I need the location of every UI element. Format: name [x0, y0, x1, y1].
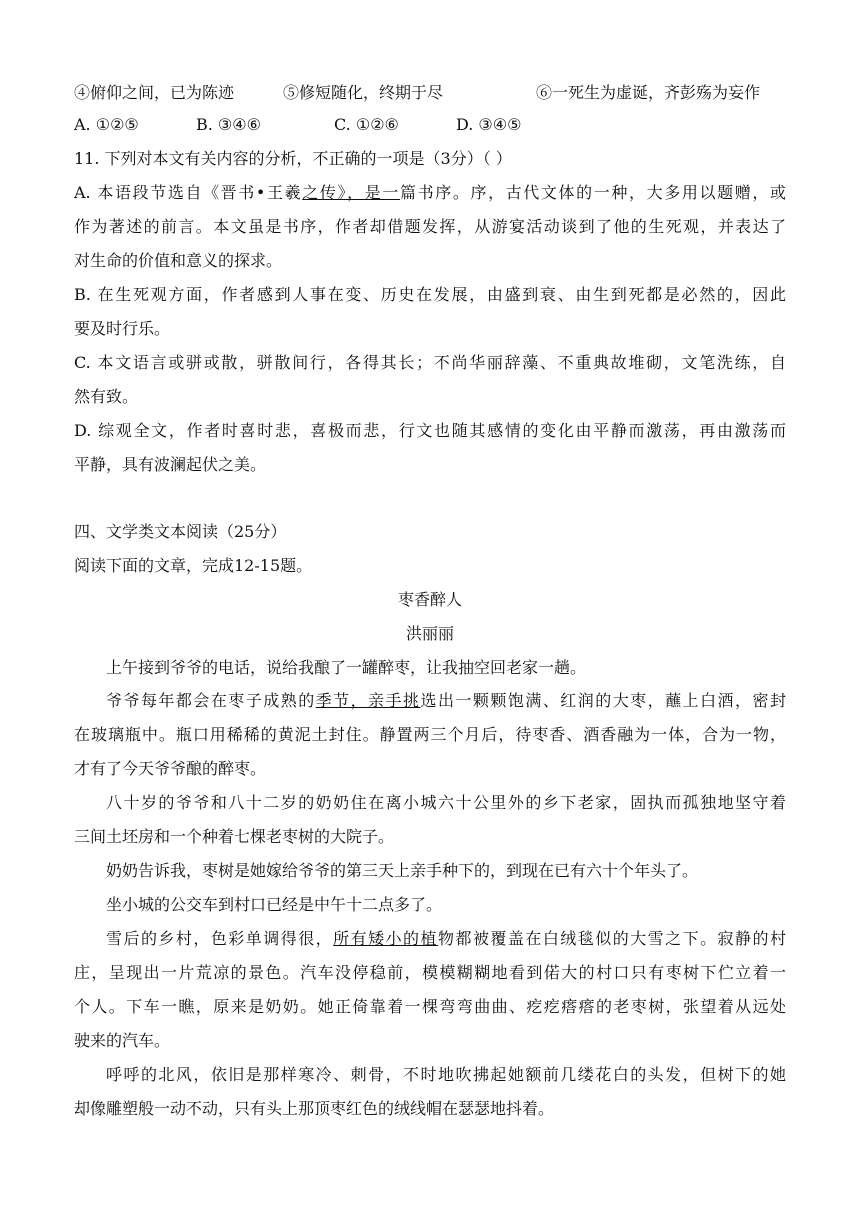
- q11-option-a-line3: 对生命的价值和意义的探求。: [74, 251, 283, 270]
- section-heading: 四、文学类文本阅读（25分）: [74, 522, 287, 541]
- q11-option-c-line2: 然有致。: [74, 387, 139, 406]
- q11-stem: 11. 下列对本文有关内容的分析，不正确的一项是（3分）（ ）: [74, 149, 512, 168]
- story-paragraph-2-line1: 爷爷每年都会在枣子成熟的季节，亲手挑选出一颗颗饱满、红润的大枣，蘸上白酒，密封: [106, 691, 786, 710]
- q11-option-a-line1: A. 本语段节选自《晋书•王羲之传》，是一篇书序。序，古代文体的一种，大多用以题赠，或: [74, 183, 786, 202]
- story-paragraph-2-line2: 在玻璃瓶中。瓶口用稀稀的黄泥土封住。静置两三个月后，待枣香、酒香融为一体，合为一物，: [74, 725, 786, 744]
- story-paragraph-3-line2: 三间土坯房和一个种着七棵老枣树的大院子。: [74, 827, 395, 846]
- story-paragraph-6-line2: 庄，呈现出一片荒凉的景色。汽车没停稳前，模模糊糊地看到偌大的村口只有枣树下伫立着一: [74, 963, 786, 982]
- q11-option-a-line2: 作为著述的前言。本文虽是书序，作者却借题发挥，从游宴活动谈到了他的生死观，并表达了: [74, 217, 786, 236]
- q10-option-5: ⑤修短随化，终期于尽: [283, 83, 444, 102]
- q10-answer-b: B. ③④⑥: [196, 115, 261, 134]
- story-paragraph-6-line1: 雪后的乡村，色彩单调得很，所有矮小的植物都被覆盖在白绒毯似的大雪之下。寂静的村: [106, 929, 786, 948]
- story-title: 枣香醉人: [397, 590, 462, 609]
- q11-option-b-line2: 要及时行乐。: [74, 319, 171, 338]
- q11-option-d-line2: 平静，具有波澜起伏之美。: [74, 455, 267, 474]
- story-paragraph-2-line3: 才有了今天爷爷酿的醉枣。: [74, 759, 267, 778]
- story-paragraph-7-line2: 却像雕塑般一动不动，只有头上那顶枣红色的绒线帽在瑟瑟地抖着。: [74, 1099, 555, 1118]
- story-paragraph-6-line4: 驶来的汽车。: [74, 1031, 171, 1050]
- story-paragraph-7-line1: 呼呼的北风，依旧是那样寒冷、刺骨，不时地吹拂起她额前几缕花白的头发，但树下的她: [106, 1065, 786, 1084]
- q11-option-c-line1: C. 本文语言或骈或散，骈散间行，各得其长；不尚华丽辞藻、不重典故堆砌，文笔洗练，自: [74, 353, 786, 372]
- q10-option-6: ⑥一死生为虚诞，齐彭殇为妄作: [536, 83, 761, 102]
- q11-option-d-line1: D. 综观全文，作者时喜时悲，喜极而悲，行文也随其感情的变化由平静而激荡，再由激荡而: [74, 421, 786, 440]
- q10-answer-c: C. ①②⑥: [334, 115, 399, 134]
- q11-option-b-line1: B. 在生死观方面，作者感到人事在变、历史在发展，由盛到衰、由生到死都是必然的，因此: [74, 285, 786, 304]
- story-paragraph-3-line1: 八十岁的爷爷和八十二岁的奶奶住在离小城六十公里外的乡下老家，固执而孤独地坚守着: [106, 793, 786, 812]
- story-paragraph-5: 坐小城的公交车到村口已经是中午十二点多了。: [106, 895, 443, 914]
- q10-option-4: ④俯仰之间，已为陈迹: [74, 83, 235, 102]
- q10-answer-a: A. ①②⑤: [74, 115, 139, 134]
- story-author: 洪丽丽: [405, 624, 454, 643]
- q10-answer-d: D. ③④⑤: [456, 115, 522, 134]
- story-paragraph-6-line3: 个人。下车一瞧，原来是奶奶。她正倚靠着一棵弯弯曲曲、疙疙瘩瘩的老枣树，张望着从远处: [74, 997, 786, 1016]
- story-paragraph-4: 奶奶告诉我，枣树是她嫁给爷爷的第三天上亲手种下的，到现在已有六十个年头了。: [106, 861, 699, 880]
- section-instruction: 阅读下面的文章，完成12-15题。: [74, 556, 313, 575]
- story-paragraph-1: 上午接到爷爷的电话，说给我酿了一罐醉枣，让我抽空回老家一趟。: [106, 658, 587, 677]
